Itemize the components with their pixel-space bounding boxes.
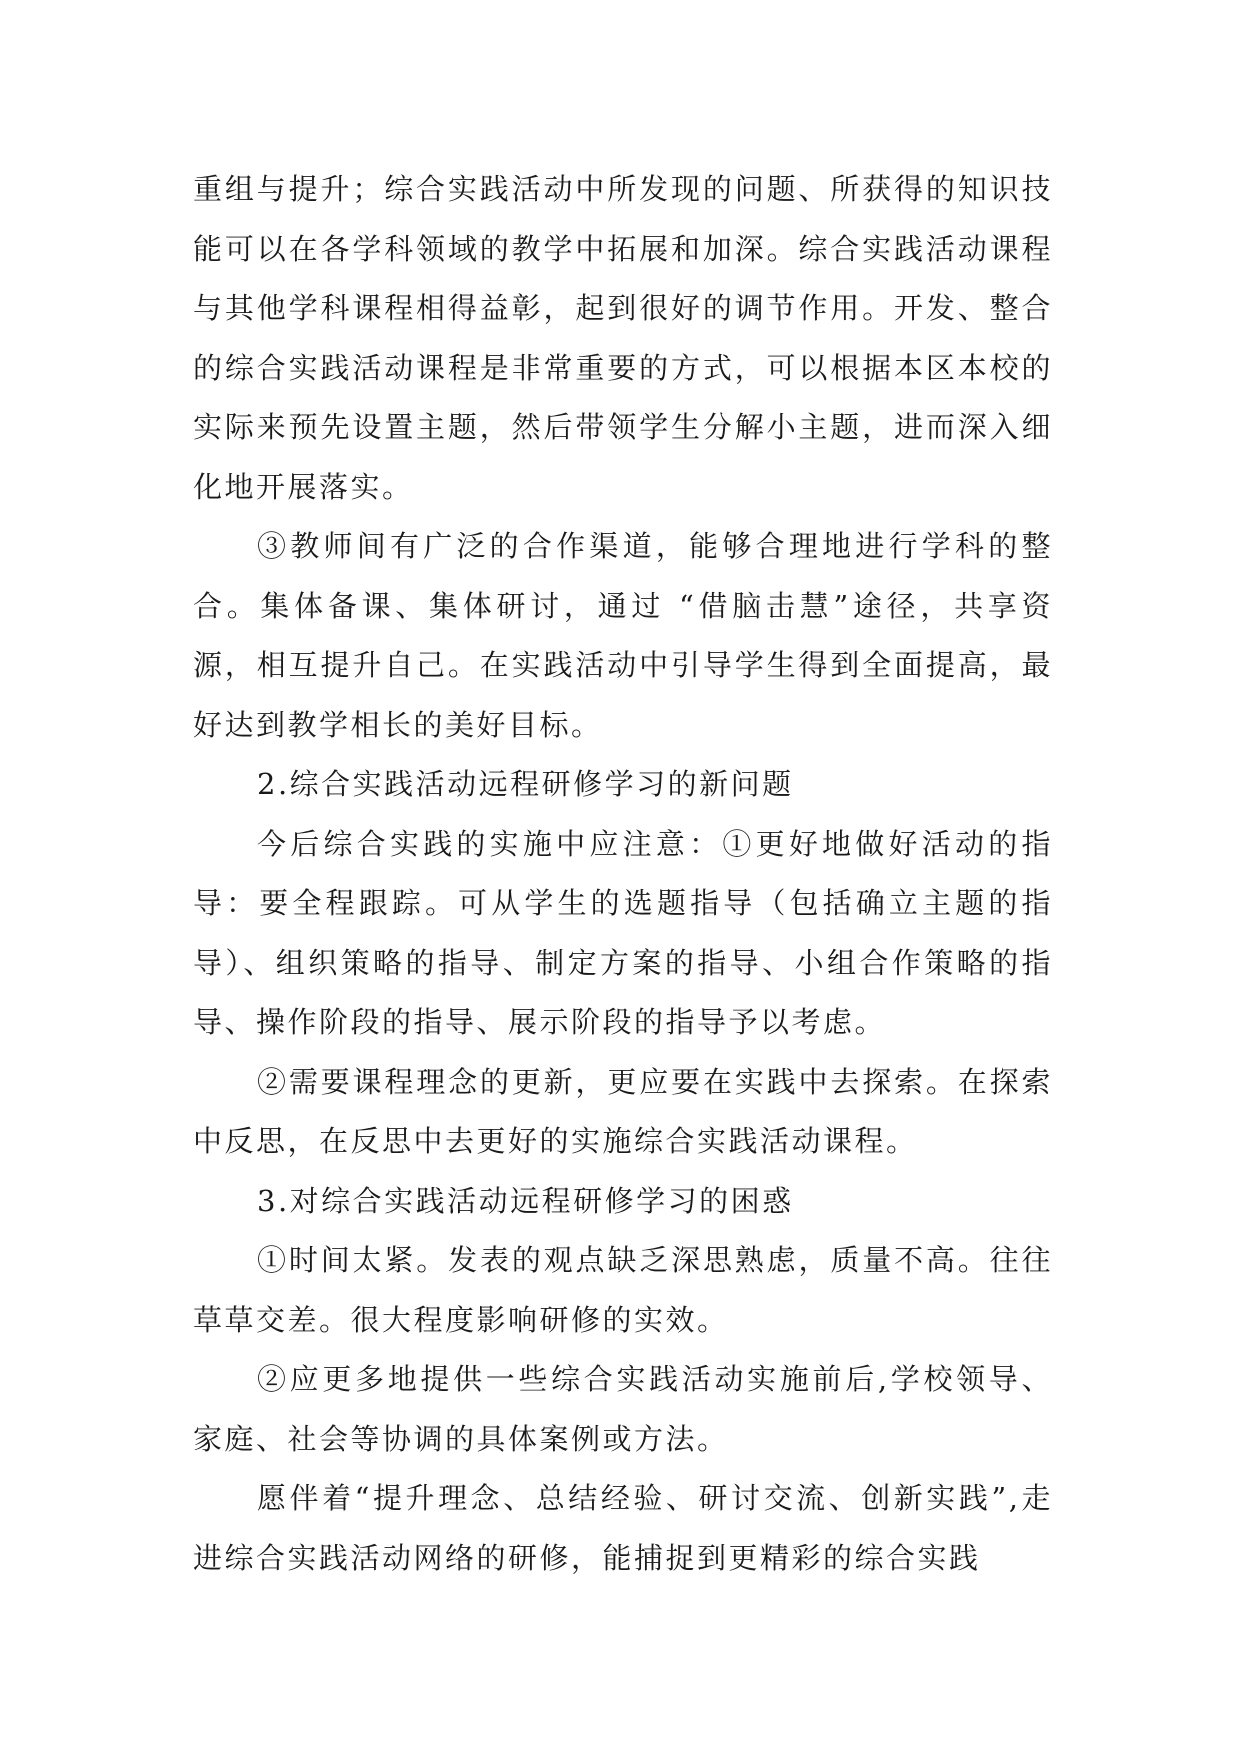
section-heading-3: 3.对综合实践活动远程研修学习的困惑: [257, 1183, 794, 1218]
paragraph-continuation: 重组与提升；综合实践活动中所发现的问题、所获得的知识技能可以在各学科领域的教学中拓展和加深。综合实践活动课程与其他学科课程相得益彰，起到很好的调节作用。开发、整合的综合实践活动课程是非常重要的方式，可以根据本区本校的实际来预先设置主题，然后带领学生分解小主题，进而深入细化地开展落实。: [193, 172, 1053, 504]
paragraph-item-3-cooperation: ③教师间有广泛的合作渠道，能够合理地进行学科的整合。集体备课、集体研讨，通过 “借脑击慧”途径，共享资源，相互提升自己。在实践活动中引导学生得到全面提高，最好达到教学相长的美好目标。: [193, 529, 1053, 742]
paragraph-closing: 愿伴着“提升理念、总结经验、研讨交流、创新实践”,走进综合实践活动网络的研修，能捕捉到更精彩的综合实践: [193, 1481, 1053, 1575]
paragraph-item-1-time: ①时间太紧。发表的观点缺乏深思熟虑，质量不高。往往草草交差。很大程度影响研修的实效。: [193, 1243, 1053, 1337]
section-heading-2: 2.综合实践活动远程研修学习的新问题: [257, 767, 794, 801]
paragraph-item-2-concept: ②需要课程理念的更新，更应要在实践中去探索。在探索中反思，在反思中去更好的实施综合实践活动课程。: [193, 1064, 1053, 1158]
paragraph-item-2-cases: ②应更多地提供一些综合实践活动实施前后,学校领导、家庭、社会等协调的具体案例或方法。: [193, 1362, 1053, 1456]
paragraph-guidance: 今后综合实践的实施中应注意：①更好地做好活动的指导：要全程跟踪。可从学生的选题指导（包括确立主题的指导）、组织策略的指导、制定方案的指导、小组合作策略的指导、操作阶段的指导、展示阶段的指导予以考虑。: [193, 826, 1053, 1039]
document-body: [193, 160, 1053, 1588]
